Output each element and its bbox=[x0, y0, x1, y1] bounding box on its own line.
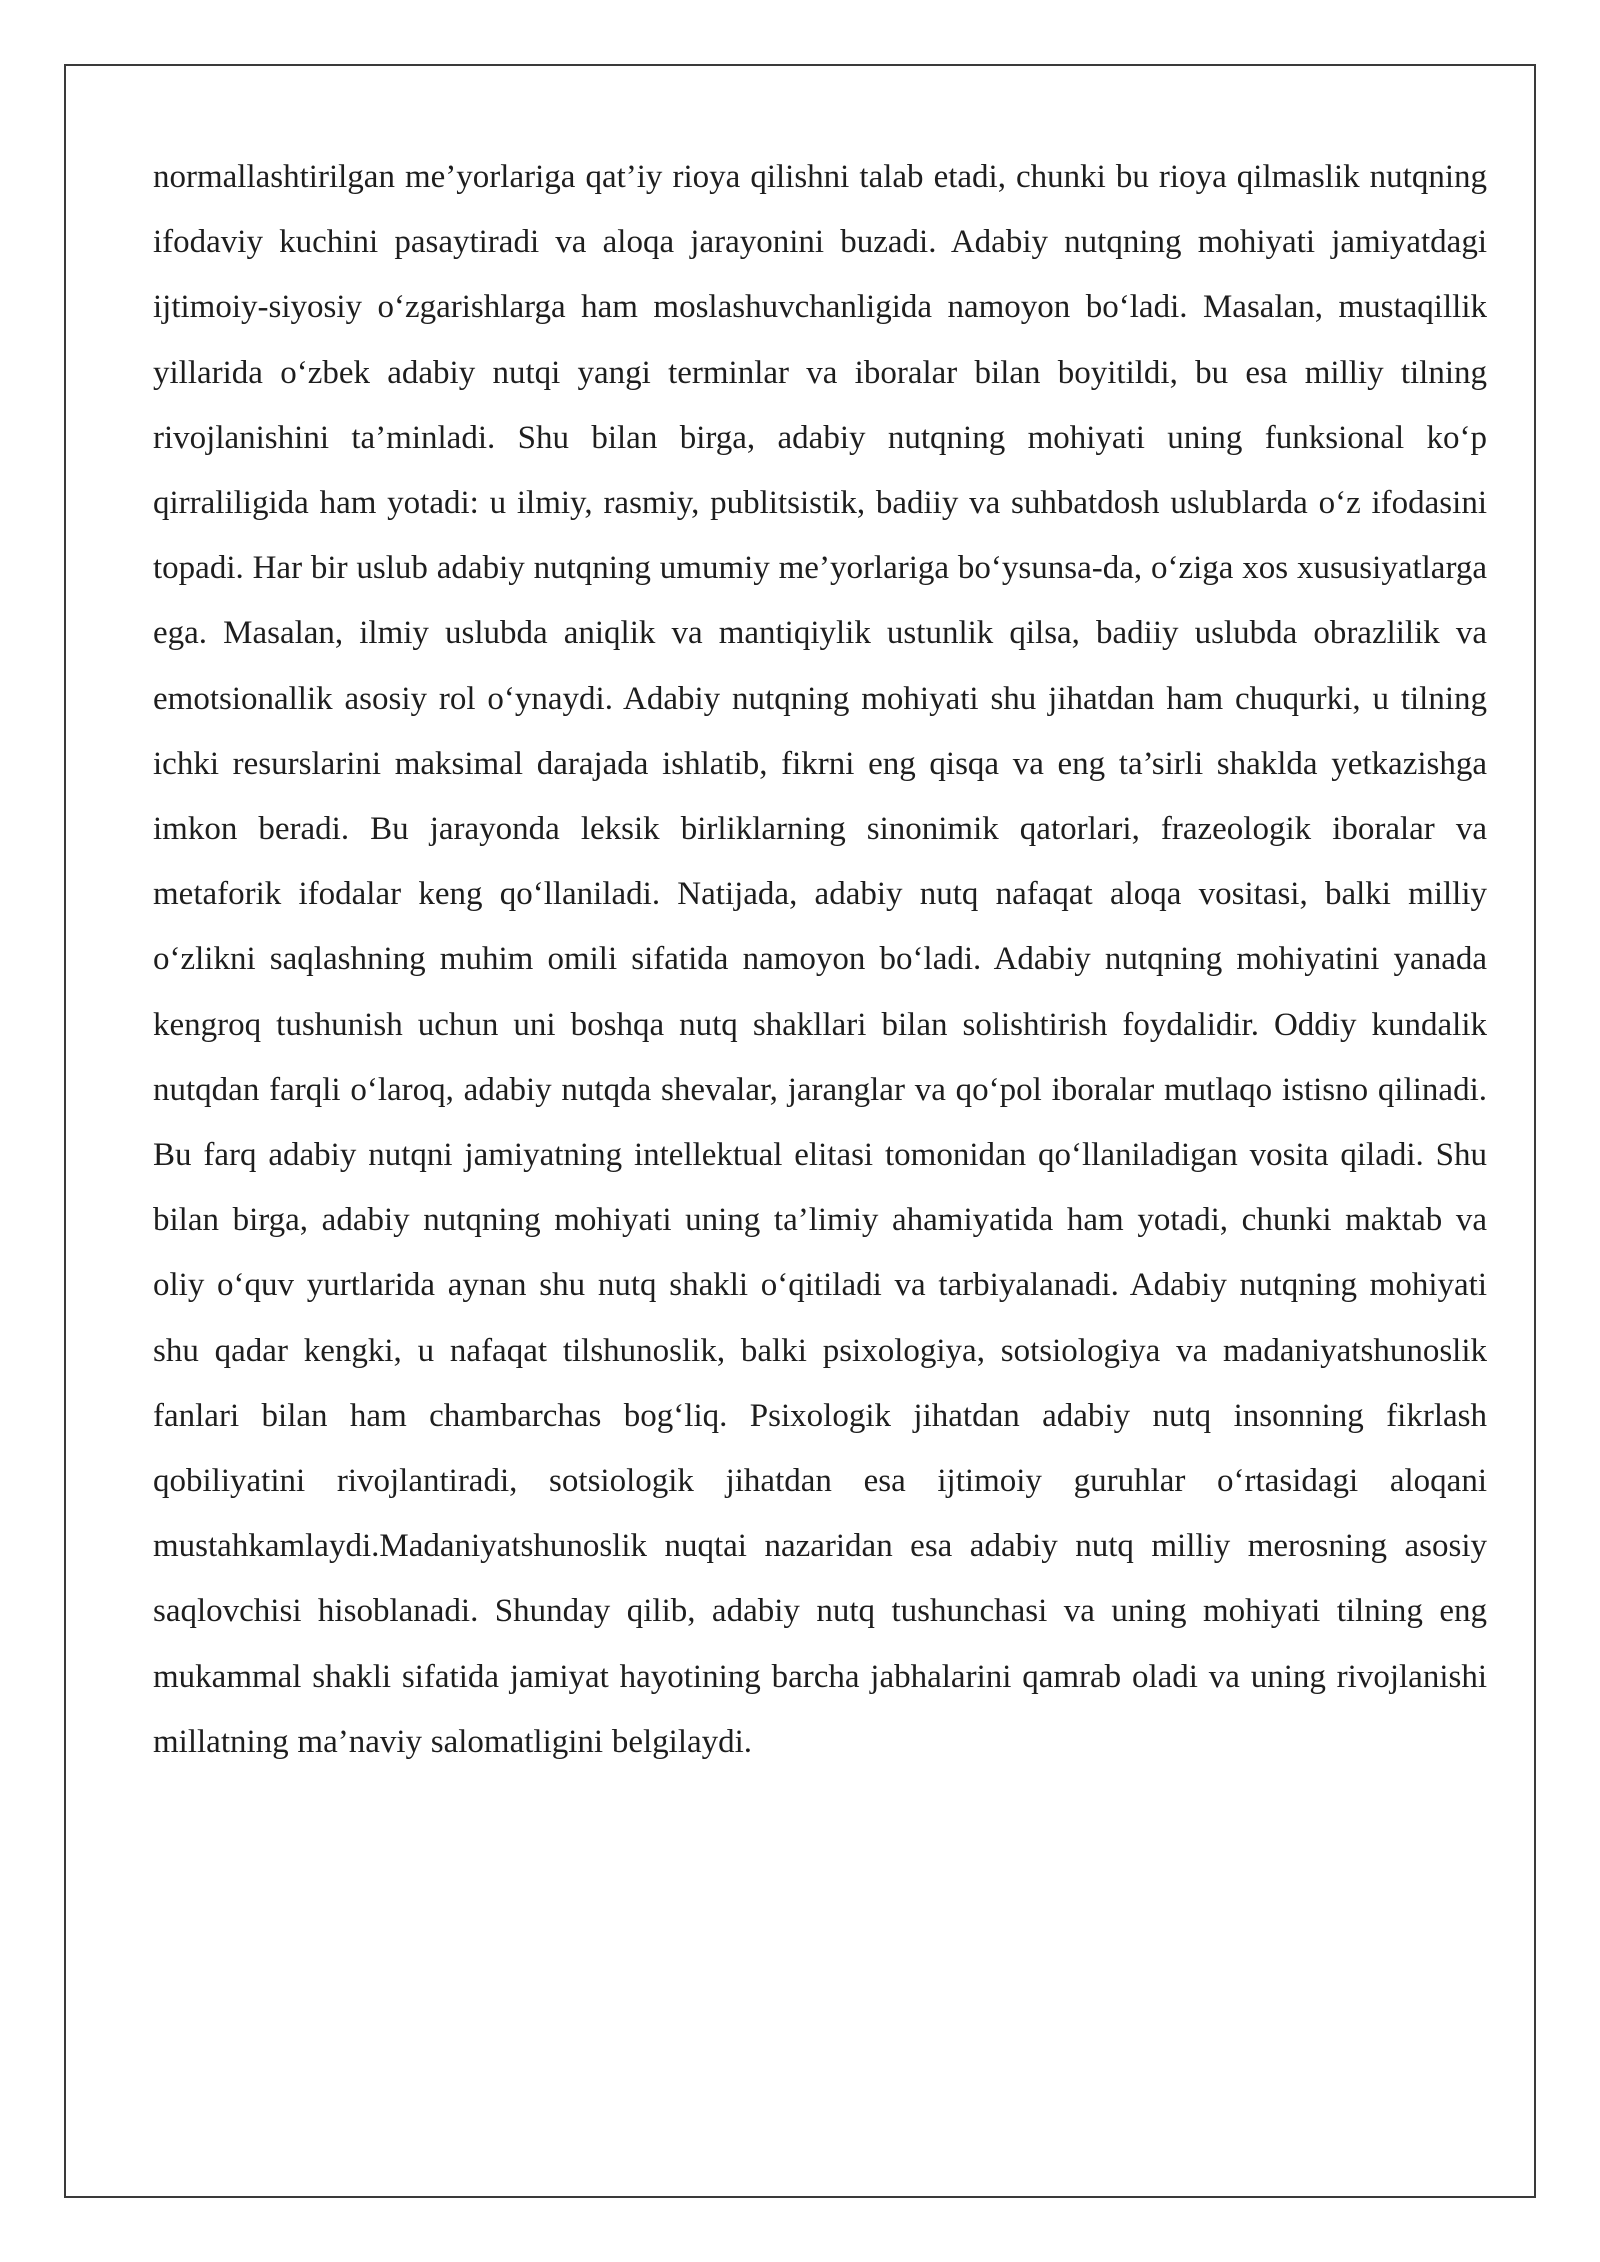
body-paragraph: normallashtirilgan me’yorlariga qat’iy rioya qilishni talab etadi, chunki bu rioya qilmaslik nutqning ifodaviy kuchini pasaytiradi va aloqa jarayonini buzadi. Adabiy nutqning mohiyati jamiyatdagi ijtimoiy-siyosiy o‘zgarishlarga ham moslashuvchanligida namoyon bo‘ladi. Masalan, mustaqillik yillarida o‘zbek adabiy nutqi yangi terminlar va iboralar bilan boyitildi, bu esa milliy tilning rivojlanishini ta’minladi. Shu bilan birga, adabiy nutqning mohiyati uning funksional ko‘p qirraliligida ham yotadi: u ilmiy, rasmiy, publitsistik, badiiy va suhbatdosh uslublarda o‘z ifodasini topadi. Har bir uslub adabiy nutqning umumiy me’yorlariga bo‘ysunsa-da, o‘ziga xos xususiyatlarga ega. Masalan, ilmiy uslubda aniqlik va mantiqiylik ustunlik qilsa, badiiy uslubda obrazlilik va emotsionallik asosiy rol o‘ynaydi. Adabiy nutqning mohiyati shu jihatdan ham chuqurki, u tilning ichki resurslarini maksimal darajada ishlatib, fikrni eng qisqa va eng ta’sirli shaklda yetkazishga imkon beradi. Bu jarayonda leksik birliklarning sinonimik qatorlari, frazeologik iboralar va metaforik ifodalar keng qo‘llaniladi. Natijada, adabiy nutq nafaqat aloqa vositasi, balki milliy o‘zlikni saqlashning muhim omili sifatida namoyon bo‘ladi. Adabiy nutqning mohiyatini yanada kengroq tushunish uchun uni boshqa nutq shakllari bilan solishtirish foydalidir. Oddiy kundalik nutqdan farqli o‘laroq, adabiy nutqda shevalar, jaranglar va qo‘pol iboralar mutlaqo istisno qilinadi. Bu farq adabiy nutqni jamiyatning intellektual elitasi tomonidan qo‘llaniladigan vosita qiladi. Shu bilan birga, adabiy nutqning mohiyati uning ta’limiy ahamiyatida ham yotadi, chunki maktab va oliy o‘quv yurtlarida aynan shu nutq shakli o‘qitiladi va tarbiyalanadi. Adabiy nutqning mohiyati shu qadar kengki, u nafaqat tilshunoslik, balki psixologiya, sotsiologiya va madaniyatshunoslik fanlari bilan ham chambarchas bog‘liq. Psixologik jihatdan adabiy nutq insonning fikrlash qobiliyatini rivojlantiradi, sotsiologik jihatdan esa ijtimoiy guruhlar o‘rtasidagi aloqani mustahkamlaydi.Madaniyatshunoslik nuqtai nazaridan esa adabiy nutq milliy merosning asosiy saqlovchisi hisoblanadi. Shunday qilib, adabiy nutq tushunchasi va uning mohiyati tilning eng mukammal shakli sifatida jamiyat hayotining barcha jabhalarini qamrab oladi va uning rivojlanishi millatning ma’naviy salomatligini belgilaydi. bbox=[153, 159, 1487, 1760]
